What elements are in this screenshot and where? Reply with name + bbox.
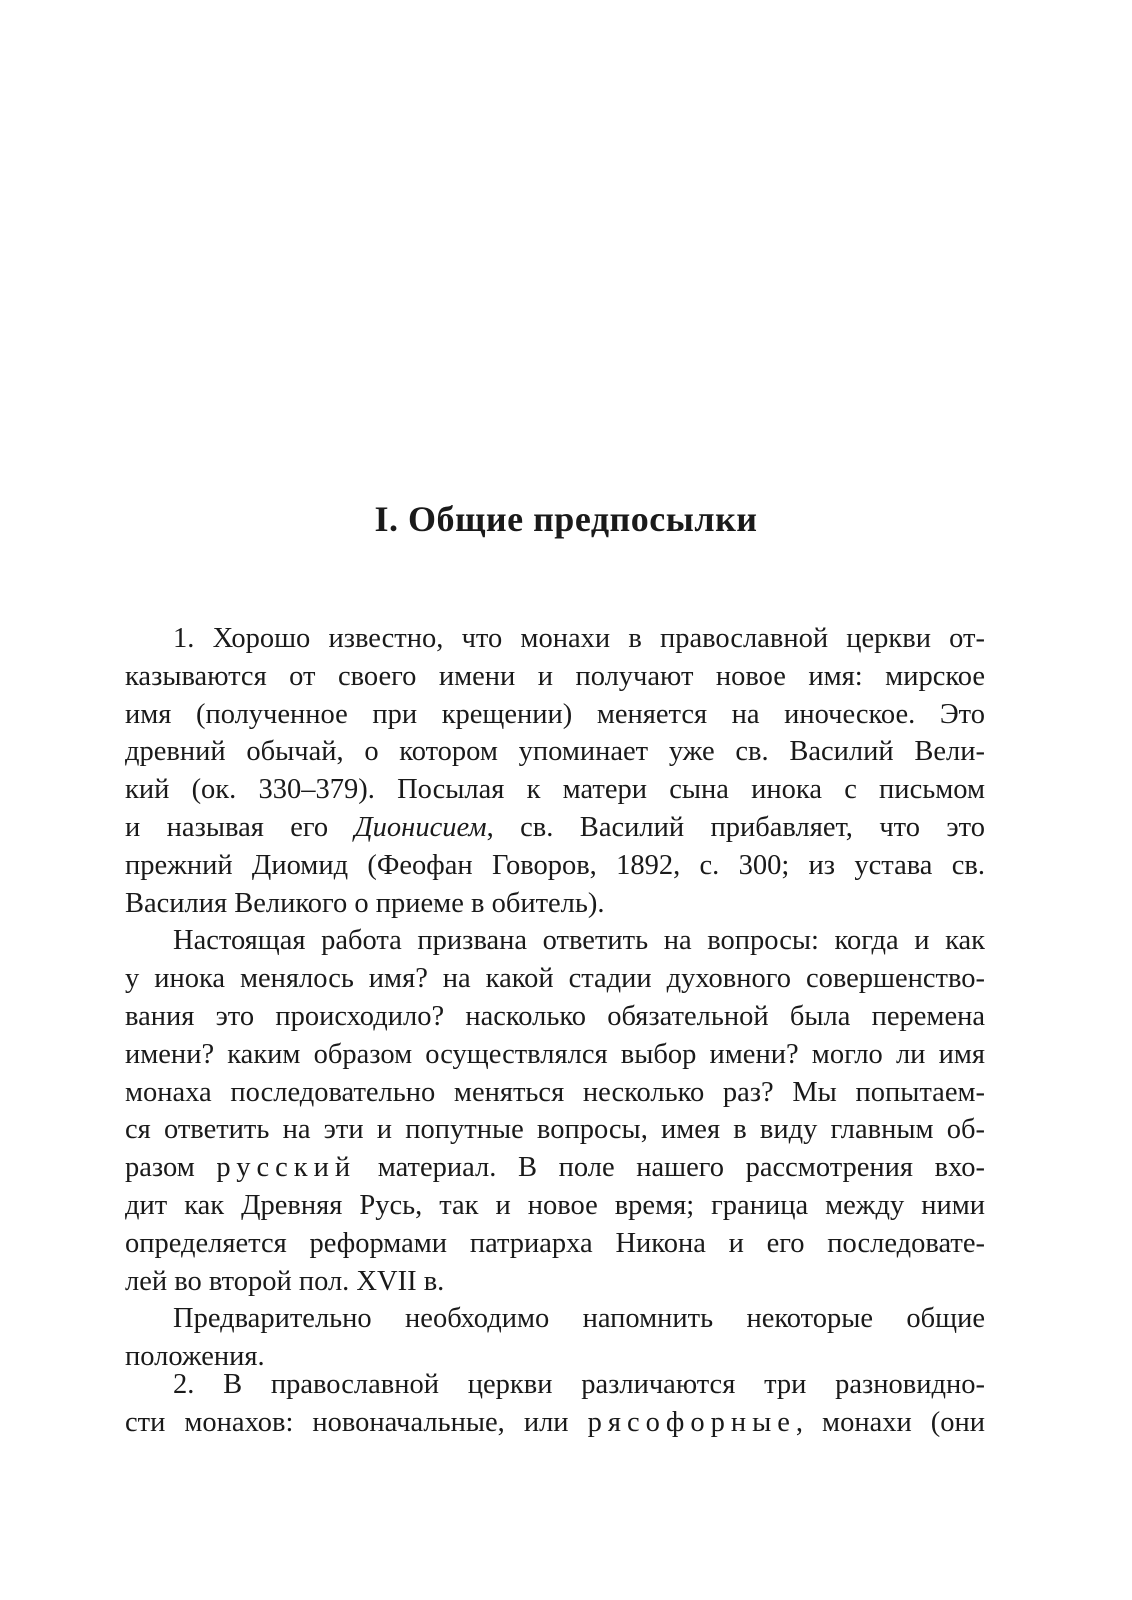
text-line: древний обычай, о котором упоминает уже св. Василий Вели- <box>125 736 985 768</box>
text-line: казываются от своего имени и получают новое имя: мирское <box>125 660 985 692</box>
chapter-title: I. Общие предпосылки <box>374 499 758 539</box>
italic-name: Дионисием <box>354 811 487 843</box>
spaced-emphasis: рясофорные <box>587 1406 796 1438</box>
text-line: монаха последовательно меняться несколько раз? Мы попытаем- <box>125 1076 985 1108</box>
spaced-emphasis: русский <box>216 1152 357 1184</box>
paragraph-4 <box>125 1366 985 1442</box>
paragraph-1 <box>125 620 985 922</box>
text-line: лей во второй пол. XVII в. <box>125 1265 445 1297</box>
section-2-text <box>125 1366 985 1442</box>
text-line: 2. В православной церкви различаются три разновидно- <box>173 1369 985 1400</box>
text-line: вания это происходило? насколько обязательной была перемена <box>125 1000 985 1032</box>
text-segment: разом <box>125 1152 217 1184</box>
text-segment: и называя его <box>125 811 355 843</box>
text-segment: материал. В поле нашего рассмотрения вхо- <box>356 1152 985 1184</box>
text-line <box>125 1149 985 1187</box>
text-line: имени? каким образом осуществлялся выбор имени? могло ли имя <box>125 1038 985 1070</box>
text-line: имя (полученное при крещении) меняется на иноческое. Это <box>125 698 985 730</box>
text-line: Предварительно необходимо напомнить некоторые общие <box>173 1303 985 1335</box>
text-line: Настоящая работа призвана ответить на вопросы: когда и как <box>173 925 985 957</box>
paragraph-3 <box>125 1300 985 1376</box>
text-line: ся ответить на эти и попутные вопросы, имея в виду главным об- <box>125 1114 985 1146</box>
text-line: определяется реформами патриарха Никона и его последовате- <box>125 1227 985 1259</box>
text-line <box>125 809 985 847</box>
paragraph-2 <box>125 922 985 1300</box>
section-1-text <box>125 620 985 1376</box>
text-line: дит как Древняя Русь, так и новое время; граница между ними <box>125 1189 985 1221</box>
text-segment: , св. Василий прибавляет, что это <box>486 811 985 843</box>
text-line: прежний Диомид (Феофан Говоров, 1892, с. 300; из устава св. <box>125 849 985 881</box>
text-line: положения. <box>125 1341 265 1373</box>
text-line: 1. Хорошо известно, что монахи в православной церкви от- <box>173 623 985 654</box>
text-segment: , монахи (они <box>795 1406 985 1438</box>
text-line: Василия Великого о приеме в обитель). <box>125 887 605 919</box>
text-segment: сти монахов: новоначальные, или <box>125 1406 588 1438</box>
text-line: у инока менялось имя? на какой стадии духовного совершенство- <box>125 963 985 995</box>
text-line: кий (ок. 330–379). Посылая к матери сына инока с письмом <box>125 774 985 806</box>
text-line <box>125 1404 985 1442</box>
